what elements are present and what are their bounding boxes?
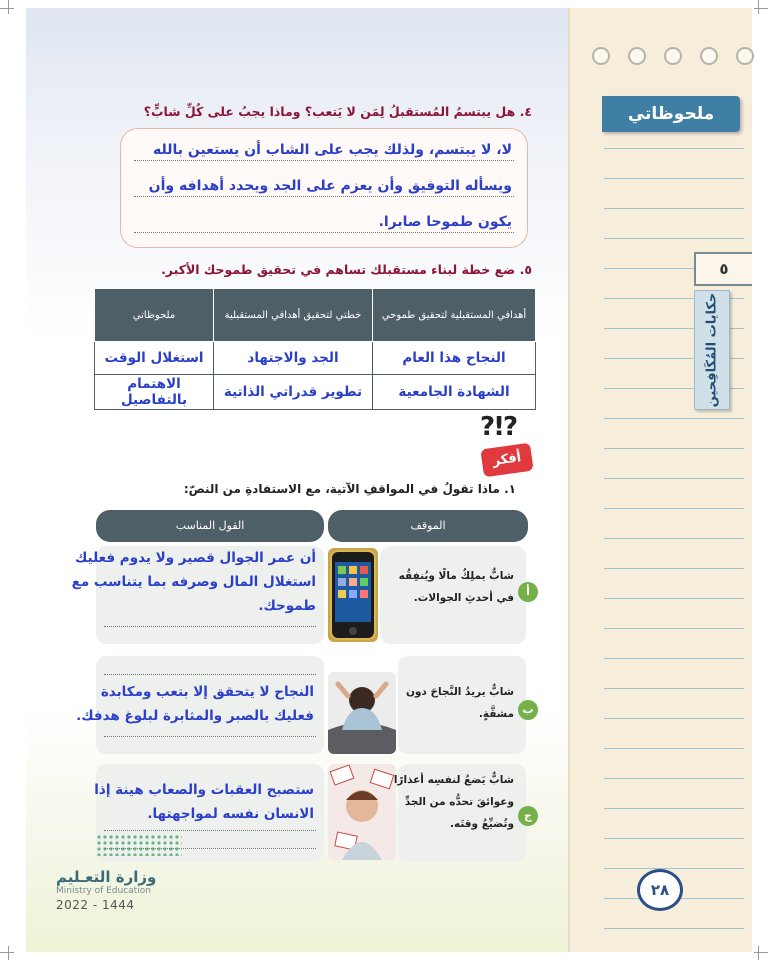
table-cell: الشهادة الجامعية	[373, 375, 536, 410]
table-cell: الجد والاجتهاد	[214, 342, 373, 375]
table-cell: استغلال الوقت	[95, 342, 214, 375]
response-a-line: أن عمر الجوال قصير ولا يدوم فعليك	[75, 550, 316, 566]
table-header: ملحوظاتي	[95, 289, 214, 342]
binder-hole	[736, 47, 754, 65]
answer-dotted-line	[134, 232, 514, 233]
table-header-row	[95, 289, 536, 342]
crop-mark	[754, 952, 768, 953]
crop-mark	[754, 8, 768, 9]
binder-hole	[628, 47, 646, 65]
answer-dotted-line	[134, 196, 514, 197]
unit-number: ٥	[694, 252, 752, 286]
ministry-logo-pattern	[96, 834, 182, 856]
answer-dotted-line	[104, 674, 316, 675]
phone-icon	[328, 548, 378, 642]
question-5: ٥. ضع خطة لبناء مستقبلك تساهم في تحقيق طموحك الأكبر.	[161, 262, 532, 277]
unit-title-tab	[694, 290, 730, 410]
crop-mark	[758, 946, 759, 960]
response-card-b	[96, 656, 324, 754]
table-cell: النجاح هذا العام	[373, 342, 536, 375]
answer-dotted-line	[104, 736, 316, 737]
response-b-line: النجاح لا يتحقق إلا بتعب ومكابدة	[100, 684, 314, 700]
unit-title: حكايات المُكَافِحين	[704, 292, 720, 408]
future-plan-table	[94, 288, 536, 410]
table-cell: الاهتمام بالتفاصيل	[95, 375, 214, 410]
response-c-line: ستصبح العقبات والصعاب هينة إذا	[94, 782, 314, 798]
page-number: ٢٨	[637, 869, 683, 911]
response-b-line: فعليك بالصبر والمثابرة لبلوغ هدفك.	[76, 708, 314, 724]
crop-mark	[8, 946, 9, 960]
situation-c-line: وتُضيِّعُ وقتَه.	[450, 818, 514, 830]
situation-a-line: شابٌّ يملِكُ مالًا ويُنفِقُه	[398, 570, 514, 582]
response-c-line: الانسان نفسه لمواجهتها.	[147, 806, 314, 822]
table-cell: تطوير قدراتي الذاتية	[214, 375, 373, 410]
answer-dotted-line	[104, 830, 316, 831]
frustrated-man-photo	[328, 764, 396, 860]
item-letter-c: ج	[518, 806, 538, 826]
notes-tab: ملحوظاتي	[602, 96, 740, 132]
situation-c-line: وعوائقَ تحدُّه من الجدِّ	[404, 796, 514, 808]
situation-c-line: شابٌّ يَضعُ لنفسِه أعذارًا	[393, 774, 514, 786]
think-marks: ?!?	[480, 412, 517, 442]
response-a-line: طموحك.	[258, 598, 316, 614]
crop-mark	[8, 0, 9, 14]
person-icon	[328, 672, 396, 754]
answer-dotted-line	[104, 626, 316, 627]
table-row	[95, 342, 536, 375]
answer-line: ويسأله التوفيق وأن يعزم على الجد ويحدد أهدافه وأن	[148, 178, 512, 194]
response-a-line: استغلال المال وصرفه بما يتناسب مع	[71, 574, 316, 590]
answer-line: يكون طموحا صابرا.	[378, 214, 512, 230]
answer-line: لا، لا يبتسم، ولذلك يجب على الشاب أن يستعين بالله	[153, 142, 512, 158]
ministry-name-en: Ministry of Education	[56, 886, 151, 896]
answer-dotted-line	[134, 160, 514, 161]
table-header: أهدافي المستقبلية لتحقيق طموحي	[373, 289, 536, 342]
notes-notebook	[568, 8, 752, 952]
think-question: ١. ماذا تقولُ في المواقفِ الآتية، مع الاستفادةِ من النصّ:	[183, 482, 516, 496]
person-icon	[328, 764, 396, 860]
mobile-phone-photo	[328, 548, 378, 642]
crop-mark	[0, 8, 14, 9]
situation-b-line: شابٌّ يريدُ النَّجاحَ دون	[405, 686, 514, 698]
relaxing-man-photo	[328, 672, 396, 754]
edition-year: 2022 - 1444	[56, 898, 135, 912]
header-situation: الموقف	[328, 510, 528, 542]
situation-a-line: في أحدثِ الجوالات.	[413, 592, 514, 604]
table-header: خطتي لتحقيق أهدافي المستقبلية	[214, 289, 373, 342]
ministry-name-ar: وزارة التعـليم	[56, 868, 157, 886]
table-row	[95, 375, 536, 410]
binder-hole	[700, 47, 718, 65]
crop-mark	[0, 952, 14, 953]
think-badge: أفكر	[480, 443, 533, 478]
header-response: القول المناسب	[96, 510, 324, 542]
crop-mark	[758, 0, 759, 14]
question-4: ٤. هل يبتسمُ المُستقبلُ لِمَن لا يَتعب؟ وماذا يجبُ على كُلِّ شابٍّ؟	[143, 104, 532, 119]
item-letter-a: أ	[518, 582, 538, 602]
binder-hole	[592, 47, 610, 65]
situation-b-line: مشقَّةٍ.	[478, 708, 514, 720]
binder-hole	[664, 47, 682, 65]
item-letter-b: ب	[518, 700, 538, 720]
